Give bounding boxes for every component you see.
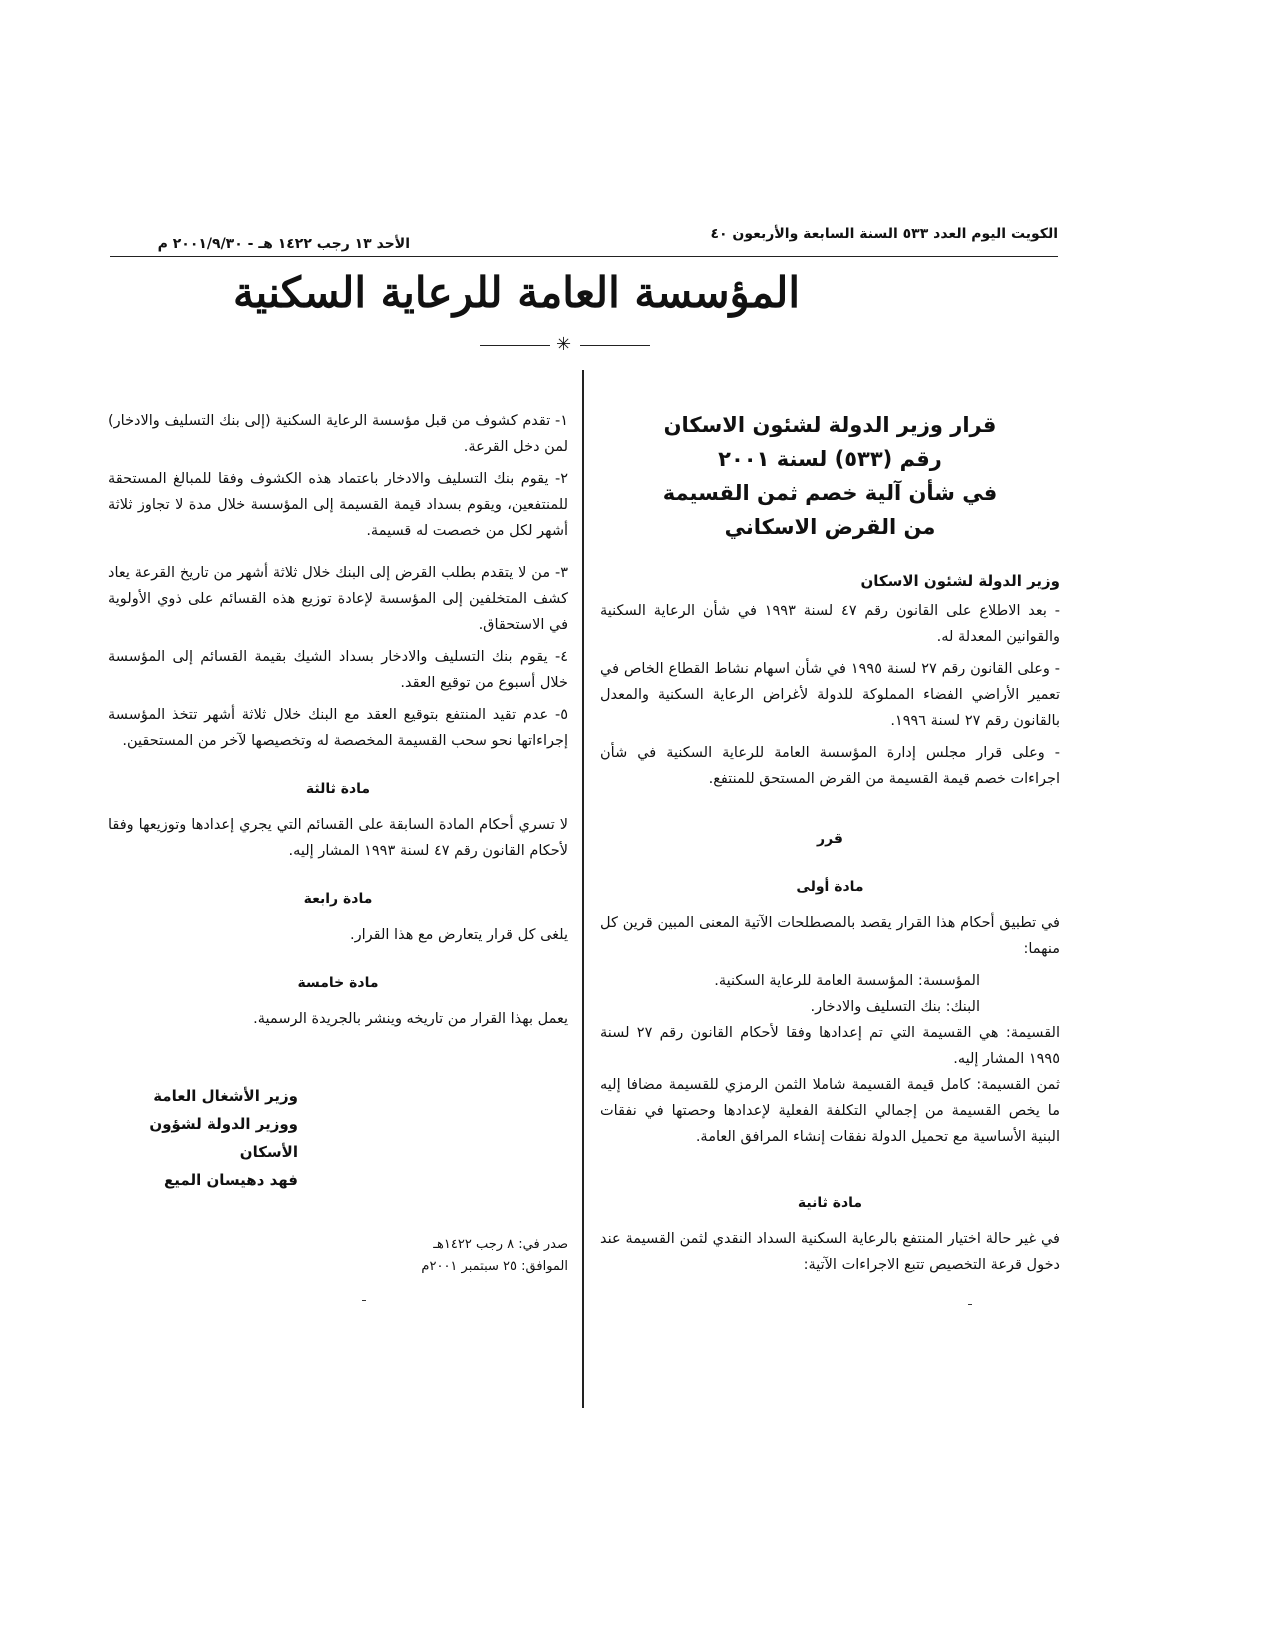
- left-column: [108, 408, 568, 1278]
- article3-heading: مادة ثالثة: [305, 781, 371, 797]
- article1-heading: مادة أولى: [796, 879, 864, 895]
- article2-item: ٤- يقوم بنك التسليف والادخار بسداد الشيك بقيمة القسائم إلى المؤسسة خلال أسبوع من توقيع العقد.: [108, 649, 568, 691]
- article2-intro: في غير حالة اختيار المنتفع بالرعاية السكنية السداد النقدي لثمن القسيمة عند دخول قرعة التخصيص تتبع الاجراءات الآتية:: [600, 1231, 1060, 1273]
- preamble-paragraph: - وعلى القانون رقم ٢٧ لسنة ١٩٩٥ في شأن اسهام نشاط القطاع الخاص في تعمير الأراضي الفضاء المملوكة للدولة لأغراض الرعاية السكنية والمعدل بالقانون رقم ٢٧ لسنة ١٩٩٦.: [600, 661, 1060, 729]
- article3-text: لا تسري أحكام المادة السابقة على القسائم التي يجري إعدادها وتوزيعها وفقا لأحكام القانون رقم ٤٧ لسنة ١٩٩٣ المشار إليه.: [108, 817, 568, 859]
- issued-date-block: [108, 1234, 568, 1278]
- decree-title-line: في شأن آلية خصم ثمن القسيمة: [662, 481, 998, 505]
- article1-intro: في تطبيق أحكام هذا القرار يقصد بالمصطلحات الآتية المعنى المبين قرين كل منهما:: [600, 915, 1060, 957]
- issued-date-line: صدر في: ٨ رجب ١٤٢٢هـ: [433, 1237, 568, 1252]
- scan-mark: [362, 1300, 366, 1301]
- decree-title-line: من القرض الاسكاني: [724, 515, 936, 539]
- signature-line: وزير الأشغال العامة: [153, 1087, 298, 1105]
- preamble-paragraph: - بعد الاطلاع على القانون رقم ٤٧ لسنة ١٩٩٣ في شأن الرعاية السكنية والقوانين المعدلة له.: [600, 603, 1060, 645]
- article4-text: يلغى كل قرار يتعارض مع هذا القرار.: [350, 927, 568, 943]
- scan-mark: [968, 1304, 972, 1305]
- signature-line: فهد دهيسان الميع: [164, 1171, 298, 1189]
- decree-title-line: رقم (٥٣٣) لسنة ٢٠٠١: [718, 447, 942, 471]
- article2-item: ٢- يقوم بنك التسليف والادخار باعتماد هذه الكشوف وفقا للمبالغ المستحقة للمنتفعين، ويقوم بسداد قيمة القسيمة إلى المؤسسة خلال مدة لا تجاوز ثلاثة أشهر لكل من خصصت له قسيمة.: [108, 471, 568, 539]
- article4-heading: مادة رابعة: [303, 891, 373, 907]
- article2-item: ١- تقدم كشوف من قبل مؤسسة الرعاية السكنية (إلى بنك التسليف والادخار) لمن دخل القرعة.: [108, 413, 568, 455]
- definition-item: ثمن القسيمة: كامل قيمة القسيمة شاملا الثمن الرمزي للقسيمة مضافا إليه ما يخص القسيمة من إجمالي التكلفة الفعلية لإعدادها وحصتها في نفقات البنية الأساسية مع تحميل الدولة نفقات إنشاء المرافق العامة.: [600, 1077, 1060, 1145]
- masthead-ornament: [420, 336, 720, 356]
- column-divider: [582, 370, 584, 1408]
- decree-title: [600, 408, 1060, 544]
- decree-issuer: وزير الدولة لشئون الاسكان: [860, 572, 1060, 590]
- preamble-paragraph: - وعلى قرار مجلس إدارة المؤسسة العامة للرعاية السكنية في شأن اجراءات خصم قيمة القسيمة من القرض المستحق للمنتفع.: [600, 745, 1060, 787]
- decree-title-line: قرار وزير الدولة لشئون الاسكان: [663, 413, 997, 437]
- article2-item: ٥- عدم تقيد المنتفع بتوقيع العقد مع البنك خلال ثلاثة أشهر تتخذ المؤسسة إجراءاتها نحو سحب القسيمة المخصصة له وتخصيصها لآخر من المستحقين.: [108, 707, 568, 749]
- issued-date-line: الموافق: ٢٥ سبتمبر ٢٠٠١م: [421, 1259, 568, 1274]
- article2-item: ٣- من لا يتقدم بطلب القرض إلى البنك خلال ثلاثة أشهر من تاريخ القرعة يعاد كشف المتخلفين إلى المؤسسة لإعادة توزيع هذه القسائم على ذوي الأولوية في الاستحقاق.: [108, 565, 568, 633]
- date-line: الأحد ١٣ رجب ١٤٢٢ هـ - ٢٠٠١/٩/٣٠ م: [157, 236, 410, 252]
- masthead-title: المؤسسة العامة للرعاية السكنية: [233, 268, 800, 317]
- signature-line: ووزير الدولة لشؤون الأسكان: [149, 1115, 298, 1161]
- definition-item: المؤسسة: المؤسسة العامة للرعاية السكنية.: [714, 973, 980, 989]
- issue-line: الكويت اليوم العدد ٥٣٣ السنة السابعة والأربعون ٤٠: [710, 226, 1058, 242]
- article5-text: يعمل بهذا القرار من تاريخه وينشر بالجريدة الرسمية.: [253, 1011, 568, 1027]
- header-rule: [110, 256, 1058, 257]
- definition-item: البنك: بنك التسليف والادخار.: [810, 999, 980, 1015]
- signature-block: [108, 1082, 568, 1194]
- article5-heading: مادة خامسة: [297, 975, 379, 991]
- decided-heading: قرر: [817, 831, 843, 847]
- article2-heading: مادة ثانية: [797, 1195, 863, 1211]
- asterisk-ornament-icon: ✳: [556, 334, 572, 355]
- right-column: [600, 408, 1060, 1284]
- definition-item: القسيمة: هي القسيمة التي تم إعدادها وفقا لأحكام القانون رقم ٢٧ لسنة ١٩٩٥ المشار إليه.: [600, 1025, 1060, 1067]
